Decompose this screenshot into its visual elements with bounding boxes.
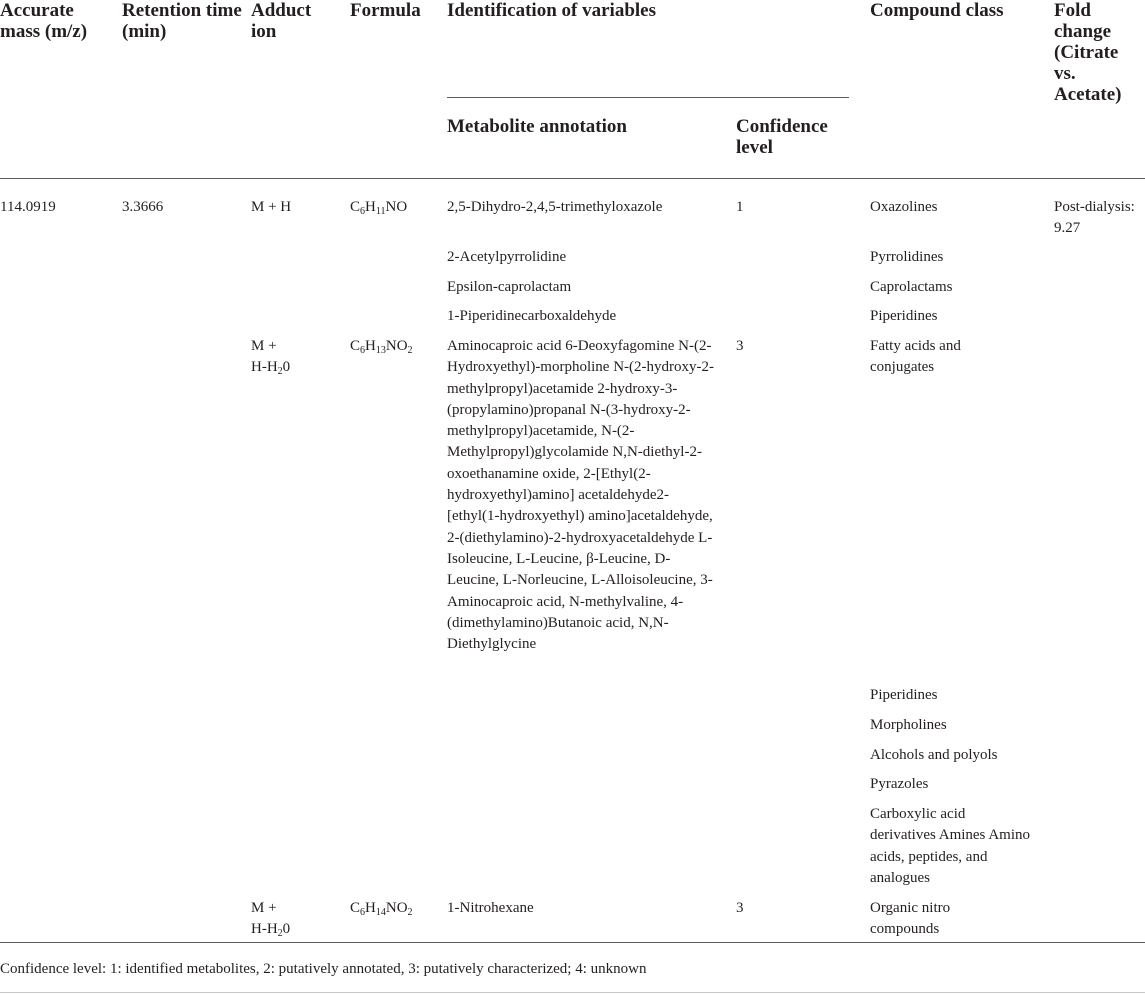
header-confidence-level: Confidence level [736, 116, 828, 158]
row3-formula: $C_6H_{14}NO_2$ [350, 900, 413, 918]
row3-adduct: M + $H-H_20$ [251, 900, 291, 940]
header-bottom-rule [0, 178, 1145, 179]
row2-confidence: 3 [736, 338, 744, 354]
header-fold-change: Fold change (Citrate vs. Acetate) [1054, 0, 1122, 105]
row3-compound-class: Organic nitro compounds [870, 900, 951, 938]
row1-confidence: 1 [736, 199, 744, 215]
row3-annotation: 1-Nitrohexane [447, 900, 534, 916]
header-metabolite-annotation: Metabolite annotation [447, 116, 627, 137]
subheader-rule [447, 97, 849, 98]
row2-annotation: Aminocaproic acid 6-Deoxyfagomine N-(2-Hydroxyethyl)-morpholine N-(2-hydroxy-2-methylpropyl)acetamide 2-hydroxy-3-(propylamino)propanal N-(3-hydroxy-2-methylpropyl)acetamide, N-(2-Methylpropyl)glycolamide N,N-diethyl-2-oxoethanamine oxide, 2-[Ethyl(2-hydroxyethyl)amino] acetaldehyde2-[ethyl(1-hydroxyethyl) amino]acetaldehyde, 2-(diethylamino)-2-hydroxyacetaldehyde L-Isoleucine, L-Leucine, β-Leucine, D-Leucine, L-Norleucine, L-Alloisoleucine, 3-Aminocaproic acid, N-methylvaline, 4-(dimethylamino)Butanoic acid, N,N-Diethylglycine [447, 338, 715, 653]
row1-mass: 114.0919 [0, 199, 56, 215]
row2-formula: $C_6H_{13}NO_2$ [350, 338, 413, 356]
row3-confidence: 3 [736, 900, 744, 916]
row1-class-3: Caprolactams [870, 279, 953, 295]
row2-class-5: Pyrazoles [870, 776, 929, 792]
row2-adduct: M + $H-H_20$ [251, 338, 291, 378]
header-formula: Formula [350, 0, 421, 21]
table-footnote: Confidence level: 1: identified metabolites, 2: putatively annotated, 3: putatively characterized; 4: unknown [0, 961, 647, 977]
row1-adduct: M + H [251, 199, 292, 215]
row1-class-1: Oxazolines [870, 199, 938, 215]
row2-class-3: Morpholines [870, 717, 947, 733]
row1-class-4: Piperidines [870, 308, 938, 324]
header-accurate-mass: Accurate mass (m/z) [0, 0, 88, 42]
row1-annotation-2: 2-Acetylpyrrolidine [447, 249, 567, 265]
row1-annotation-4: 1-Piperidinecarboxaldehyde [447, 308, 617, 324]
header-adduct-ion: Adduct ion [251, 0, 312, 42]
row1-retention-time: 3.3666 [122, 199, 164, 215]
footnote-bottom-rule [0, 992, 1145, 993]
header-compound-class: Compound class [870, 0, 1004, 21]
row2-class-1: Fatty acids and conjugates [870, 338, 961, 376]
row2-class-6: Carboxylic acid derivatives Amines Amino acids, peptides, and analogues [870, 806, 1030, 886]
row1-annotation-3: Epsilon-caprolactam [447, 279, 572, 295]
table-bottom-rule [0, 942, 1145, 943]
header-retention-time: Retention time (min) [122, 0, 242, 42]
row2-class-4: Alcohols and polyols [870, 747, 998, 763]
row2-class-2: Piperidines [870, 687, 938, 703]
row1-fold-change: Post-dialysis: 9.27 [1054, 199, 1135, 237]
header-identification: Identification of variables [447, 0, 656, 21]
row1-formula: $C_6H_{11}NO$ [350, 199, 408, 217]
row1-annotation-1: 2,5-Dihydro-2,4,5-trimethyloxazole [447, 199, 663, 215]
row1-class-2: Pyrrolidines [870, 249, 944, 265]
